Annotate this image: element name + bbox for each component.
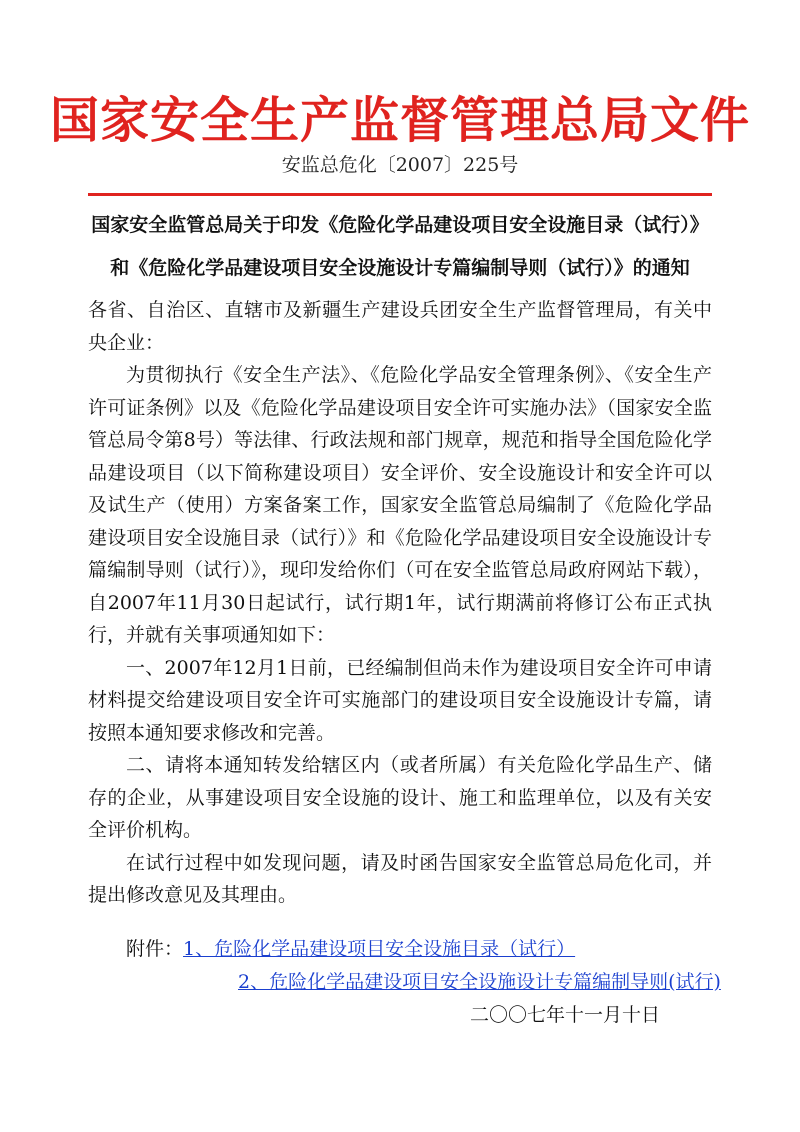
attachment-link-1[interactable]: 1、危险化学品建设项目安全设施目录（试行） — [183, 938, 576, 960]
body-paragraph-1: 为贯彻执行《安全生产法》、《危险化学品安全管理条例》、《安全生产许可证条例》以及《危险化学品建设项目安全许可实施办法》（国家安全监管总局令第8号）等法律、行政法规和部门规章，规范和指导全国危险化学品建设项目（以下简称建设项目）安全评价、安全设施设计和安全许可以及试生产（使用）方案备案工作，国家安全监管总局编制了《危险化学品建设项目安全设施目录（试行）》和《危险化学品建设项目安全设施设计专篇编制导则（试行）》，现印发给你们（可在安全监管总局政府网站下载），自2007年11月30日起试行，试行期1年，试行期满前将修订公布正式执行，并就有关事项通知如下： — [88, 364, 712, 646]
notice-title-line-2: 和《危险化学品建设项目安全设施设计专篇编制导则（试行）》的通知 — [110, 257, 690, 279]
addressee: 各省、自治区、直辖市及新疆生产建设兵团安全生产监督管理局，有关中央企业： — [88, 299, 712, 354]
body-paragraph-3: 二、请将本通知转发给辖区内（或者所属）有关危险化学品生产、储存的企业，从事建设项目安全设施的设计、施工和监理单位，以及有关安全评价机构。 — [88, 754, 712, 841]
attachments-label: 附件： — [126, 938, 184, 960]
attachment-row-1 — [126, 934, 766, 961]
attachment-link-2[interactable]: 2、危险化学品建设项目安全设施设计专篇编制导则(试行) — [238, 971, 721, 993]
body-paragraph-2: 一、2007年12月1日前，已经编制但尚未作为建设项目安全许可申请材料提交给建设项目安全许可实施部门的建设项目安全设施设计专篇，请按照本通知要求修改和完善。 — [88, 656, 712, 744]
document-header-title: 国家安全生产监督管理总局文件 — [49, 91, 750, 149]
document-number: 安监总危化〔2007〕225号 — [281, 154, 519, 176]
document-date: 二〇〇七年十一月十日 — [470, 1004, 661, 1026]
header-divider — [88, 193, 712, 196]
notice-title-line-1: 国家安全监管总局关于印发《危险化学品建设项目安全设施目录（试行）》 — [91, 214, 709, 236]
body-paragraph-4: 在试行过程中如发现问题，请及时函告国家安全监管总局危化司，并提出修改意见及其理由。 — [88, 851, 712, 906]
document-body — [88, 294, 712, 912]
attachment-row-2 — [238, 967, 800, 994]
